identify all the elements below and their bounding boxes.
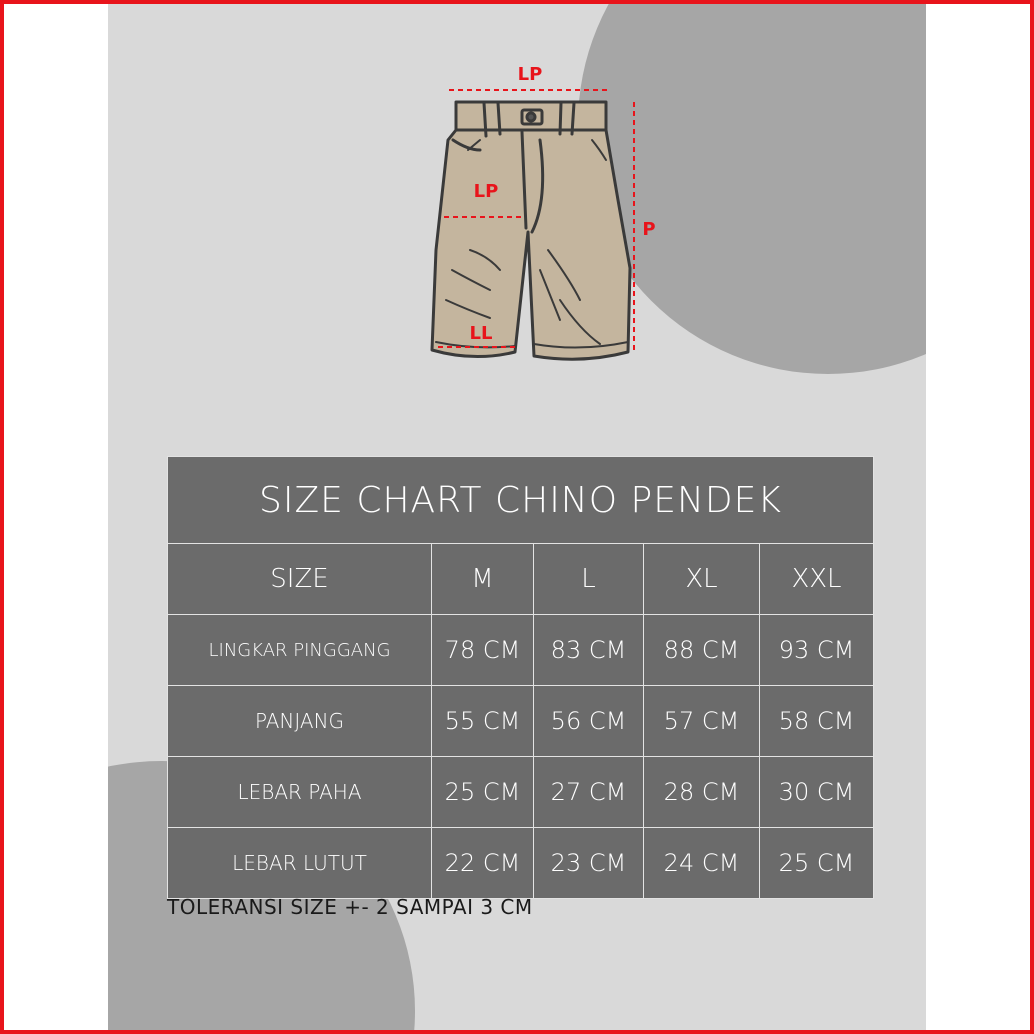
table-title: SIZE CHART CHINO PENDEK xyxy=(168,457,874,544)
table-header-row xyxy=(168,544,874,615)
table-cell: 55 CM xyxy=(432,686,534,757)
tolerance-note: TOLERANSI SIZE +- 2 SAMPAI 3 CM xyxy=(167,895,533,919)
table-cell: 28 CM xyxy=(644,757,760,828)
row-label: LINGKAR PINGGANG xyxy=(168,615,432,686)
label-length: P xyxy=(642,219,656,240)
size-chart-table xyxy=(167,456,874,899)
table-cell: 30 CM xyxy=(760,757,874,828)
label-top-waist: LP xyxy=(517,64,543,85)
table-row xyxy=(168,686,874,757)
table-cell: 24 CM xyxy=(644,828,760,899)
table-cell: 27 CM xyxy=(534,757,644,828)
table-cell: 56 CM xyxy=(534,686,644,757)
row-label: LEBAR PAHA xyxy=(168,757,432,828)
shorts-illustration xyxy=(432,102,630,359)
table-cell: 23 CM xyxy=(534,828,644,899)
table-row xyxy=(168,615,874,686)
table-cell: 58 CM xyxy=(760,686,874,757)
header-size-xxl: XXL xyxy=(760,544,874,615)
table-cell: 57 CM xyxy=(644,686,760,757)
header-size-l: L xyxy=(534,544,644,615)
label-inner-waist: LP xyxy=(473,181,499,202)
table-row xyxy=(168,757,874,828)
table-cell: 78 CM xyxy=(432,615,534,686)
table-cell: 83 CM xyxy=(534,615,644,686)
table-cell: 93 CM xyxy=(760,615,874,686)
row-label: LEBAR LUTUT xyxy=(168,828,432,899)
table-cell: 88 CM xyxy=(644,615,760,686)
header-size-m: M xyxy=(432,544,534,615)
row-label: PANJANG xyxy=(168,686,432,757)
header-size-label: SIZE xyxy=(168,544,432,615)
table-cell: 22 CM xyxy=(432,828,534,899)
table-cell: 25 CM xyxy=(432,757,534,828)
header-size-xl: XL xyxy=(644,544,760,615)
table-row xyxy=(168,828,874,899)
label-leg-opening: LL xyxy=(469,323,493,344)
table-cell: 25 CM xyxy=(760,828,874,899)
